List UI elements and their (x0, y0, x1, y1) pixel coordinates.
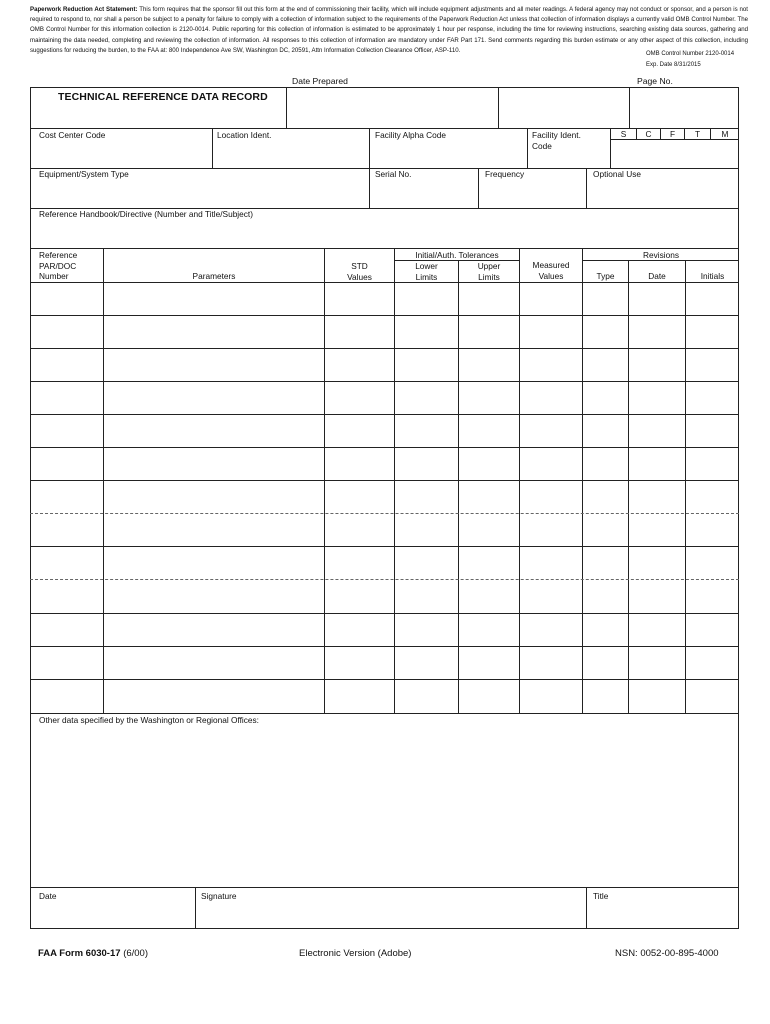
code-f[interactable]: F (669, 129, 676, 139)
code-t[interactable]: T (694, 129, 701, 139)
title-label: Title (593, 891, 609, 901)
date-label: Date (39, 891, 57, 901)
reference-number-header: Reference PAR/DOC Number (39, 250, 78, 281)
revisions-header: Revisions (643, 250, 679, 260)
paperwork-reduction-statement (30, 5, 748, 56)
table-row (30, 646, 739, 647)
other-data-label: Other data specified by the Washington or Regional Offices: (39, 715, 259, 725)
std-values-header: STD Values (347, 261, 372, 282)
omb-number: OMB Control Number 2120-0014 (646, 51, 735, 57)
exp-date: Exp. Date 8/31/2015 (646, 62, 701, 68)
date-prepared-field[interactable] (287, 88, 497, 127)
reference-handbook-label: Reference Handbook/Directive (Number and Title/Subject) (39, 209, 253, 219)
optional-use-label: Optional Use (593, 169, 641, 179)
table-row (30, 315, 739, 316)
upper-limits-header: Upper Limits (477, 261, 501, 282)
page-no-field[interactable] (630, 88, 738, 127)
form-number (38, 948, 148, 959)
cost-center-label: Cost Center Code (39, 130, 106, 140)
facility-alpha-label: Facility Alpha Code (375, 130, 447, 140)
revision-initials-header: Initials (700, 271, 725, 281)
form-id: FAA Form 6030-17 (38, 948, 121, 959)
table-row (30, 414, 739, 415)
table-row (30, 679, 739, 680)
table-row (30, 513, 739, 514)
facility-ident-label: Facility Ident. Code (532, 130, 581, 151)
revision-date-header: Date (648, 271, 666, 281)
electronic-version: Electronic Version (Adobe) (299, 948, 412, 959)
page-no-label: Page No. (637, 76, 673, 86)
form-edition: (6/00) (123, 948, 149, 959)
location-ident-label: Location Ident. (217, 130, 272, 140)
table-row (30, 348, 739, 349)
equipment-type-label: Equipment/System Type (39, 169, 129, 179)
code-s[interactable]: S (620, 129, 627, 139)
table-row (30, 447, 739, 448)
frequency-label: Frequency (485, 169, 525, 179)
pra-heading: Paperwork Reduction Act Statement: (30, 6, 138, 13)
table-row (30, 713, 739, 714)
date-prepared-label: Date Prepared (292, 76, 348, 86)
code-c[interactable]: C (645, 129, 652, 139)
measured-values-header: Measured Values (532, 260, 570, 281)
table-row (30, 381, 739, 382)
serial-no-label: Serial No. (375, 169, 412, 179)
table-row (30, 613, 739, 614)
pra-text: This form requires that the sponsor fill out this form at the end of commissioning their facility, which will include equipment adjustments and all meter readings. A federal agency may not conduct or sponsor, and a person is not required to respond to, nor shall a person be subject to a penalty for failure to comply with a collection of information subject to the requirements of the Paperwork Reduction Act unless that collection of information displays a currently valid OMB Control Number. The OMB Control Number for this information collection is 2120-0014. Public reporting for this collection of information is estimated to be approximately 1 hour per response, including the time for reviewing instructions, searching existing data sources, gathering and maintaining the data needed, completing and reviewing the collection of information. All responses to this collection of information are mandatory under FAR Part 171. Send comments regarding this burden estimate or any other aspect of this collection, including suggestions for reducing the burden, to the FAA at: 800 Independence Ave SW, Washington DC, 20591, Attn Information Collection Clearance Officer, ASP-110. (30, 6, 748, 54)
table-row (30, 546, 739, 547)
tolerances-header: Initial/Auth. Tolerances (415, 250, 499, 260)
form-title: TECHNICAL REFERENCE DATA RECORD (58, 91, 268, 103)
signature-label: Signature (201, 891, 237, 901)
nsn: NSN: 0052-00-895-4000 (615, 948, 719, 959)
code-m[interactable]: M (721, 129, 729, 139)
lower-limits-header: Lower Limits (415, 261, 438, 282)
parameters-header: Parameters (192, 271, 236, 281)
revision-type-header: Type (596, 271, 615, 281)
table-row (30, 579, 739, 580)
table-row (30, 480, 739, 481)
other-data-field[interactable] (31, 728, 738, 886)
